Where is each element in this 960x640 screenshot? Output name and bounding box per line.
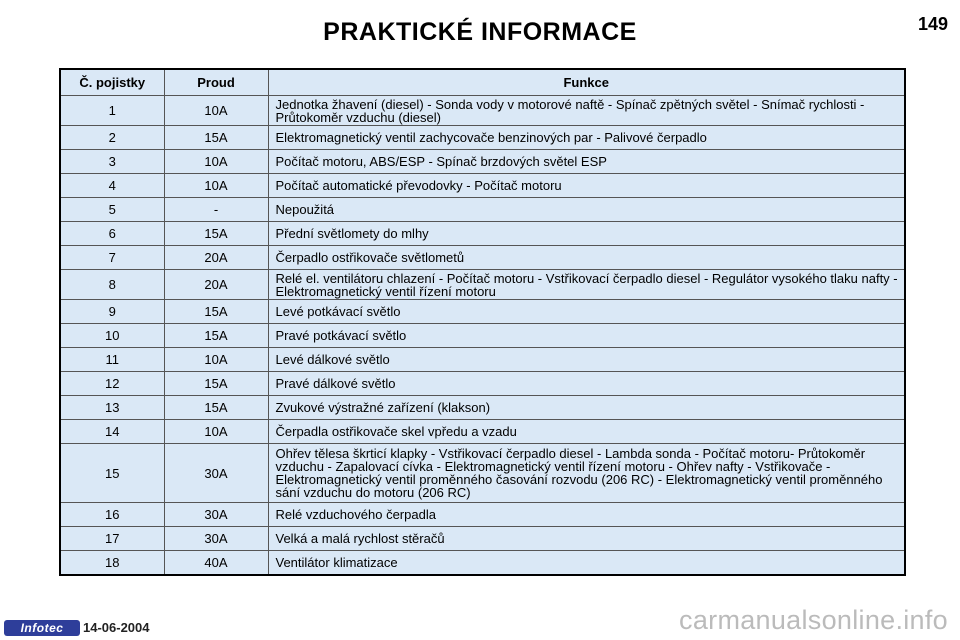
cell-current: 20A [164,246,268,270]
table-row [60,396,905,420]
cell-current: 20A [164,270,268,300]
cell-fuse-number: 13 [60,396,164,420]
cell-fuse-number: 14 [60,420,164,444]
cell-current: 10A [164,174,268,198]
cell-function: Počítač motoru, ABS/ESP - Spínač brzdových světel ESP [268,150,905,174]
table-row [60,420,905,444]
cell-current: 15A [164,300,268,324]
table-row [60,527,905,551]
cell-fuse-number: 4 [60,174,164,198]
table-header-row [60,69,905,96]
cell-function: Počítač automatické převodovky - Počítač motoru [268,174,905,198]
cell-function: Levé potkávací světlo [268,300,905,324]
cell-current: 30A [164,444,268,503]
cell-fuse-number: 7 [60,246,164,270]
cell-fuse-number: 10 [60,324,164,348]
cell-fuse-number: 15 [60,444,164,503]
footer-date: 14-06-2004 [83,620,150,635]
header-function: Funkce [268,69,905,96]
table-row [60,551,905,576]
cell-function: Ventilátor klimatizace [268,551,905,576]
cell-function: Zvukové výstražné zařízení (klakson) [268,396,905,420]
table-row [60,503,905,527]
cell-current: 40A [164,551,268,576]
table-row [60,174,905,198]
cell-fuse-number: 2 [60,126,164,150]
table-row [60,246,905,270]
cell-fuse-number: 3 [60,150,164,174]
cell-fuse-number: 16 [60,503,164,527]
cell-fuse-number: 6 [60,222,164,246]
table-row [60,96,905,126]
cell-fuse-number: 5 [60,198,164,222]
cell-current: 10A [164,420,268,444]
cell-fuse-number: 12 [60,372,164,396]
table-row [60,444,905,503]
table-row [60,324,905,348]
cell-function: Pravé potkávací světlo [268,324,905,348]
header-fuse-number: Č. pojistky [60,69,164,96]
cell-function: Čerpadla ostřikovače skel vpředu a vzadu [268,420,905,444]
table-row [60,126,905,150]
table-row [60,300,905,324]
cell-current: 15A [164,372,268,396]
cell-fuse-number: 17 [60,527,164,551]
page-title: PRAKTICKÉ INFORMACE [323,18,637,46]
cell-fuse-number: 8 [60,270,164,300]
cell-fuse-number: 1 [60,96,164,126]
cell-fuse-number: 11 [60,348,164,372]
table-row [60,150,905,174]
cell-current: 30A [164,527,268,551]
table-row [60,222,905,246]
infotec-logo: Infotec [4,620,80,636]
table-row [60,198,905,222]
table-body [60,96,905,576]
page-number: 149 [917,14,948,34]
cell-function: Velká a malá rychlost stěračů [268,527,905,551]
fuse-table [59,68,906,576]
cell-function: Elektromagnetický ventil zachycovače benzinových par - Palivové čerpadlo [268,126,905,150]
cell-function: Nepoužitá [268,198,905,222]
table-row [60,348,905,372]
cell-current: 15A [164,222,268,246]
table-row [60,372,905,396]
cell-current: 30A [164,503,268,527]
cell-current: 10A [164,348,268,372]
cell-function: Relé vzduchového čerpadla [268,503,905,527]
cell-function: Levé dálkové světlo [268,348,905,372]
cell-current: 15A [164,324,268,348]
cell-current: 10A [164,96,268,126]
cell-function: Relé el. ventilátoru chlazení - Počítač motoru - Vstřikovací čerpadlo diesel - Regulátor vysokého tlaku nafty - Elektromagnetický ventil řízení motoru [268,270,905,300]
cell-current: - [164,198,268,222]
cell-current: 15A [164,396,268,420]
cell-fuse-number: 18 [60,551,164,576]
cell-function: Přední světlomety do mlhy [268,222,905,246]
cell-fuse-number: 9 [60,300,164,324]
cell-function: Jednotka žhavení (diesel) - Sonda vody v motorové naftě - Spínač zpětných světel - Snímač rychlosti - Průtokoměr vzduchu (diesel) [268,96,905,126]
table-row [60,270,905,300]
cell-function: Čerpadlo ostřikovače světlometů [268,246,905,270]
cell-current: 10A [164,150,268,174]
header-current: Proud [164,69,268,96]
cell-current: 15A [164,126,268,150]
cell-function: Pravé dálkové světlo [268,372,905,396]
cell-function: Ohřev tělesa škrticí klapky - Vstřikovací čerpadlo diesel - Lambda sonda - Počítač motoru- Průtokoměr vzduchu - Zapalovací cívka - Elektromagnetický ventil řízení motoru - Ohřev nafty - Vstřikovače - Elektromagnetický ventil proměnného časování rozvodu (206 RC) - Elektromagnetický ventil proměnného sání vzduchu do motoru (206 RC) [268,444,905,503]
watermark: carmanualsonline.info [679,605,948,635]
